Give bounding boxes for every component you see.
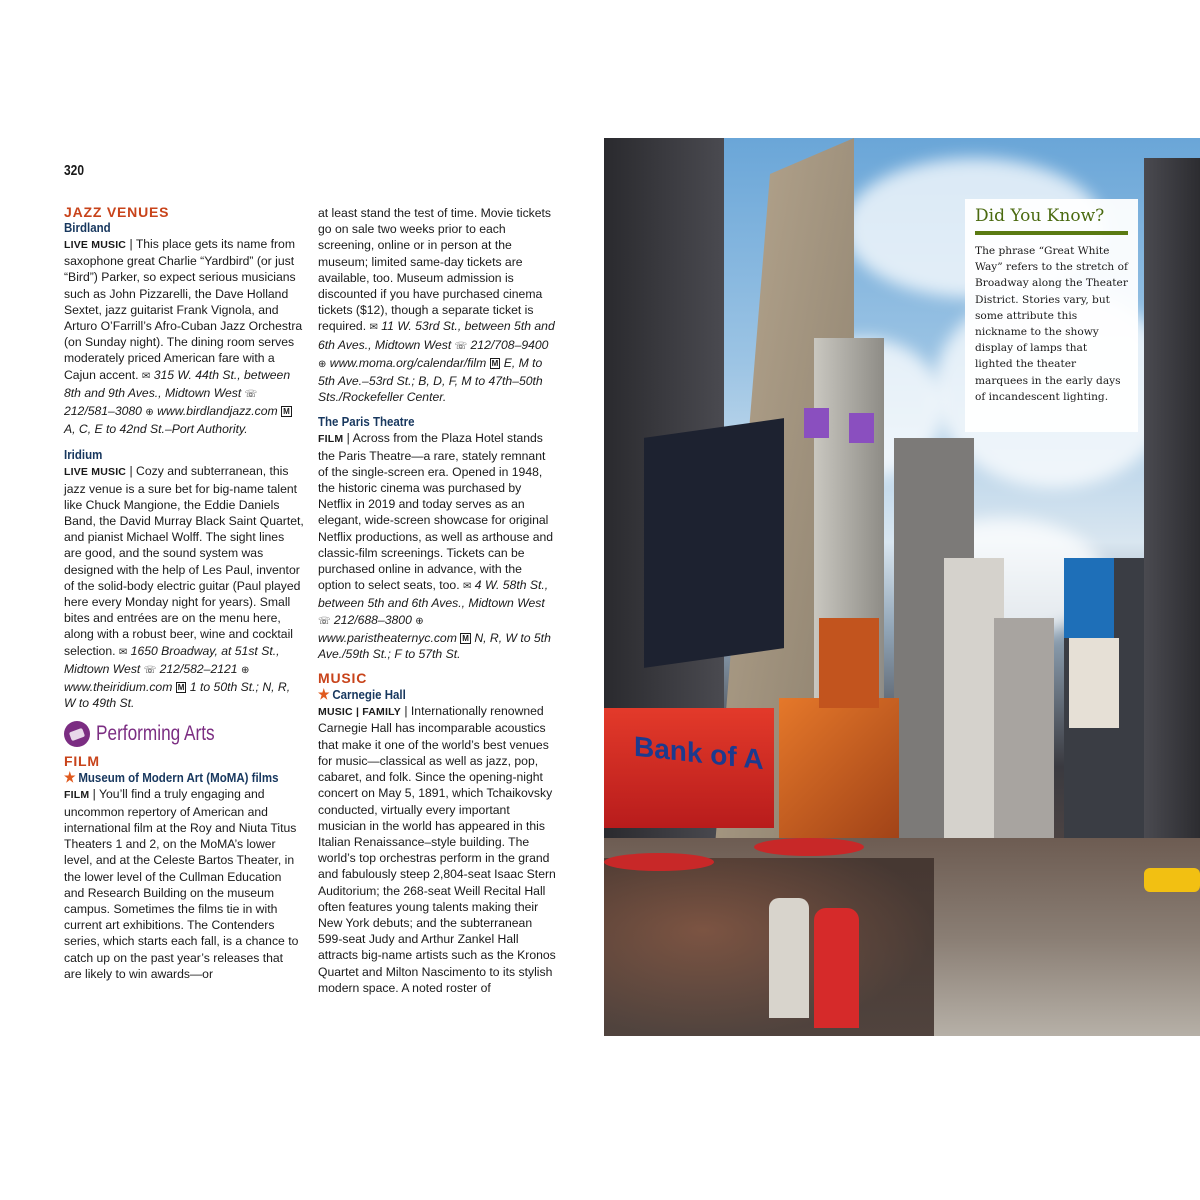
website-link[interactable]: www.moma.org/calendar/film [329, 355, 487, 370]
subway-info: E, M to 5th Ave.–53rd St.; B, D, F, M to 47th–50th Sts./Rockefeller Center. [318, 355, 543, 405]
entry-birdland: LIVE MUSIC | This place gets its name from saxophone great Charlie “Yardbird” (or just “Bird”) Parker, so expect serious musicians such as John Pizzarelli, the Dave Holland Sextet, jazz guitarist Frank Vignola, and Arturo O’Farrill’s Afro-Cuban Jazz Orchestra (on Sunday night). The dining room serves moderately priced American fare with a Cajun accent. ✉ 315 W. 44th St., between 8th and 9th Aves., Midtown West ☏ 212/581–3080 ⊕ www.birdlandjazz.com M A, C, E to 42nd St.–Port Authority. [64, 237, 303, 437]
subway-icon: M [491, 358, 499, 368]
category-tag: FILM [64, 789, 90, 802]
phone-icon: ☏ [143, 664, 157, 676]
venue-name-moma [64, 769, 285, 786]
website-link[interactable]: www.birdlandjazz.com [157, 404, 278, 419]
website-link[interactable]: www.paristheaternyc.com [318, 630, 457, 645]
address-icon: ✉ [463, 581, 472, 593]
star-icon: ★ [318, 686, 330, 703]
address: 11 W. 53rd St., between 5th and 6th Aves., Midtown West [318, 319, 555, 352]
category-title: Performing Arts [96, 722, 215, 746]
left-column [64, 204, 304, 986]
phone-icon: ☏ [454, 340, 468, 352]
category-tag: LIVE MUSIC [64, 239, 127, 251]
page-number: 320 [64, 162, 85, 179]
venue-name-text: Museum of Modern Art (MoMA) films [78, 771, 279, 786]
right-column [318, 205, 558, 1000]
web-icon: ⊕ [415, 615, 424, 627]
venue-name-paris-theatre: The Paris Theatre [318, 415, 415, 430]
address-icon: ✉ [141, 370, 151, 382]
entry-moma-continued [318, 205, 558, 405]
entry-paris-theatre: FILM | Across from the Plaza Hotel stands the Paris Theatre—a rare, stately remnant of the single-screen era. Opened in 1948, the historic cinema was purchased by Netflix in 2019 and today serves as an elegant, wide-screen showcase for original Netflix productions, as well as arthouse and classic-film screenings. Tickets can be purchased online in advance, with the option to select seats, too. ✉ 4 W. 58th St., between 5th and 6th Aves., Midtown West ☏ 212/688–3800 ⊕ www.paristheaternyc.com M N, R, W to 5th Ave./59th St.; F to 57th St. [318, 431, 554, 662]
web-icon: ⊕ [240, 664, 250, 676]
subway-icon: M [177, 683, 185, 693]
entry-body: This place gets its name from saxophone great Charlie “Yardbird” (or just “Bird”) Parker, so expect serious musicians such as John Pizzarelli, the Dave Holland Sextet, jazz guitarist Frank Vignola, and Arturo O’Farrill’s Afro-Cuban Jazz Orchestra (on Sunday night). The dining room serves moderately priced American fare with a Cajun accent. [64, 237, 303, 382]
entry-moma: FILM | You’ll find a truly engaging and uncommon repertory of American and international film at the Roy and Niuta Titus Theaters 1 and 2, on the MoMA’s lower level, and at the Celeste Bartos Theater, in the lower level of the Cullman Education and Research Building on the museum campus. Sometimes the films tie in with current art exhibitions. The Contenders series, which starts each fall, is a chance to catch up on the past year’s releases that are likely to win awards—or [64, 787, 299, 981]
entry-body: at least stand the test of time. Movie tickets go on sale two weeks prior to each screening, online or in person at the museum; limited same-day tickets are available, too. Museum admission is discounted if you have purchased cinema tickets ($12), though a separate ticket is required. [318, 206, 552, 334]
phone-icon: ☏ [244, 388, 258, 400]
venue-name-birdland: Birdland [64, 221, 111, 235]
address: 1650 Broadway, at 51st St., Midtown West [64, 643, 280, 676]
category-tag: MUSIC | FAMILY [318, 706, 401, 719]
subway-info: A, C, E to 42nd St.–Port Authority. [64, 422, 248, 437]
entry-body: Internationally renowned Carnegie Hall has incomparable acoustics that make it one of the world’s best venues for music—classical as well as jazz, pop, cabaret, and folk. Since the opening-night concert on May 5, 1891, which Tchaikovsky conducted, virtually every important musician in the world has appeared in this Italian Renaissance–style building. The world’s top orchestras perform in the grand and fabulously steep 2,804-seat Isaac Stern Auditorium; the 268-seat Weill Recital Hall often features young talents making their New York debuts; and the subterranean 599-seat Judy and Arthur Zankel Hall attracts big-name artists such as the Kronos Quartet and Milton Nascimento to its stylish modern space. A noted roster of [318, 704, 556, 995]
category-tag: FILM [318, 433, 344, 446]
section-heading-jazz-venues: JAZZ VENUES [64, 204, 170, 220]
did-you-know-title: Did You Know? [975, 206, 1105, 226]
entry-body: Across from the Plaza Hotel stands the Paris Theatre—a rare, stately remnant of the single-screen era. Opened in 1948, the historic cinema was purchased by Netflix in 2019 and today serves as an elegant, wide-screen showcase for original Netflix productions, as well as arthouse and classic-film screenings. Tickets can be purchased online in advance, with the option to select seats, too. [318, 431, 554, 593]
did-you-know-body: The phrase “Great White Way” refers to the stretch of Broadway along the Theater District. Stories vary, but some attribute this nickname to the showy display of lamps that lighted the theater marquees in the early days of incandescent lighting. [975, 245, 1128, 403]
ticket-icon [64, 721, 90, 747]
did-you-know-box [965, 199, 1138, 432]
phone: 212/582–2121 [159, 661, 238, 676]
subway-icon: M [462, 633, 469, 643]
section-heading-music: MUSIC [318, 670, 368, 687]
address: 4 W. 58th St., between 5th and 6th Aves., Midtown West [318, 578, 549, 611]
venue-name-text: Carnegie Hall [332, 688, 406, 703]
address: 315 W. 44th St., between 8th and 9th Aves., Midtown West [64, 367, 291, 400]
entry-carnegie-hall: MUSIC | FAMILY | Internationally renowned Carnegie Hall has incomparable acoustics that make it one of the world’s best venues for music—classical as well as jazz, pop, cabaret, and folk. Since the opening-night concert on May 5, 1891, which Tchaikovsky conducted, virtually every important musician in the world has appeared in this Italian Renaissance–style building. The world’s top orchestras perform in the grand and fabulously steep 2,804-seat Isaac Stern Auditorium; the 268-seat Weill Recital Hall often features young talents making their New York debuts; and the subterranean 599-seat Judy and Arthur Zankel Hall attracts big-name artists such as the Kronos Quartet and Milton Nascimento to its stylish modern space. A noted roster of [318, 704, 556, 995]
subway-info: N, R, W to 5th Ave./59th St.; F to 57th St. [318, 630, 551, 662]
bank-of-america-sign: Bank of A [634, 730, 764, 776]
web-icon: ⊕ [318, 358, 327, 370]
phone: 212/581–3080 [64, 404, 142, 419]
venue-name-carnegie-hall [318, 686, 539, 703]
web-icon: ⊕ [145, 407, 154, 419]
subway-info: 1 to 50th St.; N, R, W to 49th St. [64, 680, 291, 711]
category-tag: LIVE MUSIC [64, 466, 127, 479]
address-icon: ✉ [369, 322, 378, 334]
star-icon: ★ [64, 769, 76, 786]
subway-icon: M [283, 407, 290, 417]
phone: 212/708–9400 [470, 337, 549, 352]
entry-body: You’ll find a truly engaging and uncommon repertory of American and international film at the Roy and Niuta Titus Theaters 1 and 2, on the MoMA’s lower level, and at the Celeste Bartos Theater, in the lower level of the Cullman Education and Research Building on the museum campus. Sometimes the films tie in with current art exhibitions. The Contenders series, which starts each fall, is a chance to catch up on the past year’s releases that are likely to win awards—or [64, 787, 299, 981]
entry-body: Cozy and subterranean, this jazz venue is a sure bet for big-name talent like Chuck Mangione, the Eddie Daniels Band, the David Murray Black Saint Quartet, and pianist Michael Wolff. The sight lines are good, and the sound system was designed with the help of Les Paul, inventor of the solid-body electric guitar (Paul played here every Monday night for years). Small bites and entrées are on the menu here, along with a robust beer, wine and cocktail selection. [64, 464, 304, 658]
website-link[interactable]: www.theiridium.com [64, 680, 173, 695]
entry-iridium: LIVE MUSIC | Cozy and subterranean, this jazz venue is a sure bet for big-name talent like Chuck Mangione, the Eddie Daniels Band, the David Murray Black Saint Quartet, and pianist Michael Wolff. The sight lines are good, and the sound system was designed with the help of Les Paul, inventor of the solid-body electric guitar (Paul played here every Monday night for years). Small bites and entrées are on the menu here, along with a robust beer, wine and cocktail selection. ✉ 1650 Broadway, at 51st St., Midtown West ☏ 212/582–2121 ⊕ www.theiridium.com M 1 to 50th St.; N, R, W to 49th St. [64, 464, 304, 711]
section-heading-film: FILM [64, 753, 100, 770]
phone: 212/688–3800 [333, 612, 412, 627]
venue-name-iridium: Iridium [64, 448, 103, 463]
category-heading [64, 721, 304, 747]
title-rule [975, 231, 1128, 235]
address-icon: ✉ [118, 646, 128, 658]
phone-icon: ☏ [318, 615, 331, 627]
